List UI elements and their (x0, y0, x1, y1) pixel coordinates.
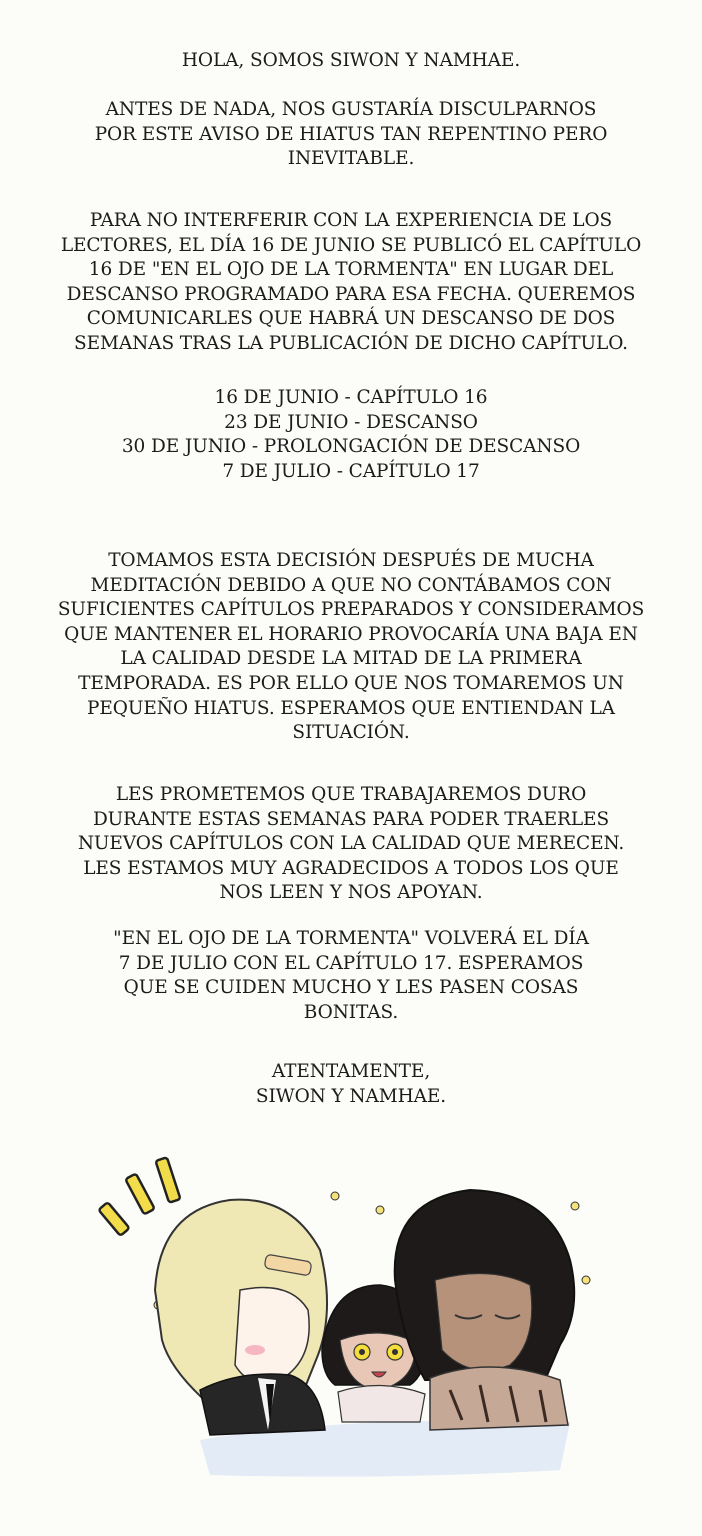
decision-paragraph (40, 549, 662, 746)
text-line: ANTES DE NADA, NOS GUSTARÍA DISCULPARNOS (105, 99, 597, 120)
text-line: NOS LEEN Y NOS APOYAN. (219, 882, 483, 904)
text-line: LES ESTAMOS MUY AGRADECIDOS A TODOS LOS QUE (83, 857, 619, 879)
schedule-item: 23 DE JUNIO - DESCANSO (224, 411, 478, 433)
text-line: PARA NO INTERFERIR CON LA EXPERIENCIA DE LOS (89, 210, 613, 231)
promise-paragraph (40, 783, 662, 906)
text-line: LES PROMETEMOS QUE TRABAJAREMOS DURO (115, 784, 587, 805)
signoff-authors: SIWON Y NAMHAE. (255, 1085, 447, 1107)
text-line: SITUACIÓN. (292, 722, 410, 744)
text-line: 7 DE JULIO CON EL CAPÍTULO 17. ESPERAMOS (118, 952, 584, 974)
text-line: QUE MANTENER EL HORARIO PROVOCARÍA UNA BAJA EN (64, 623, 638, 645)
text-line: TEMPORADA. ES POR ELLO QUE NOS TOMAREMOS UN (78, 672, 624, 694)
text-line: LECTORES, EL DÍA 16 DE JUNIO SE PUBLICÓ EL CAPÍTULO (60, 234, 642, 256)
return-paragraph (40, 927, 662, 1025)
schedule-item: 7 DE JULIO - CAPÍTULO 17 (222, 460, 480, 482)
text-line: HOLA, SOMOS SIWON Y NAMHAE. (181, 50, 521, 71)
text-line: MEDITACIÓN DEBIDO A QUE NO CONTÁBAMOS CON (90, 574, 612, 596)
text-line: NUEVOS CAPÍTULOS CON LA CALIDAD QUE MERECEN. (77, 833, 625, 855)
blond-character (155, 1200, 327, 1435)
text-line: BONITAS. (303, 1001, 399, 1023)
text-line: PEQUEÑO HIATUS. ESPERAMOS QUE ENTIENDAN LA (87, 697, 615, 719)
text-line: DURANTE ESTAS SEMANAS PARA PODER TRAERLES (92, 808, 610, 830)
schedule-list (40, 386, 662, 484)
text-line: SEMANAS TRAS LA PUBLICACIÓN DE DICHO CAPÍTULO. (74, 332, 628, 354)
explanation-paragraph (40, 209, 662, 357)
text-line: LA CALIDAD DESDE LA MITAD DE LA PRIMERA (120, 648, 582, 670)
text-line: COMUNICARLES QUE HABRÁ UN DESCANSO DE DOS (86, 308, 616, 330)
chibi-characters-illustration (90, 1140, 610, 1490)
text-line: DESCANSO PROGRAMADO PARA ESA FECHA. QUEREMOS (66, 283, 636, 305)
apology-paragraph (40, 98, 662, 172)
text-line: "EN EL OJO DE LA TORMENTA" VOLVERÁ EL DÍA (113, 928, 589, 949)
text-line: TOMAMOS ESTA DECISIÓN DESPUÉS DE MUCHA (108, 550, 594, 571)
greeting-paragraph (40, 49, 662, 74)
schedule-item: 30 DE JUNIO - PROLONGACIÓN DE DESCANSO (121, 436, 581, 458)
signoff-closing: ATENTAMENTE, (271, 1061, 431, 1082)
surprise-marks-icon (98, 1157, 180, 1236)
text-line: POR ESTE AVISO DE HIATUS TAN REPENTINO PERO (94, 123, 608, 145)
text-line: 16 DE "EN EL OJO DE LA TORMENTA" EN LUGAR DEL (88, 259, 614, 281)
schedule-item: 16 DE JUNIO - CAPÍTULO 16 (214, 387, 488, 408)
text-line: QUE SE CUIDEN MUCHO Y LES PASEN COSAS (123, 977, 579, 999)
text-line: INEVITABLE. (287, 148, 415, 170)
text-line: SUFICIENTES CAPÍTULOS PREPARADOS Y CONSIDERAMOS (57, 599, 645, 621)
signoff (40, 1060, 662, 1109)
